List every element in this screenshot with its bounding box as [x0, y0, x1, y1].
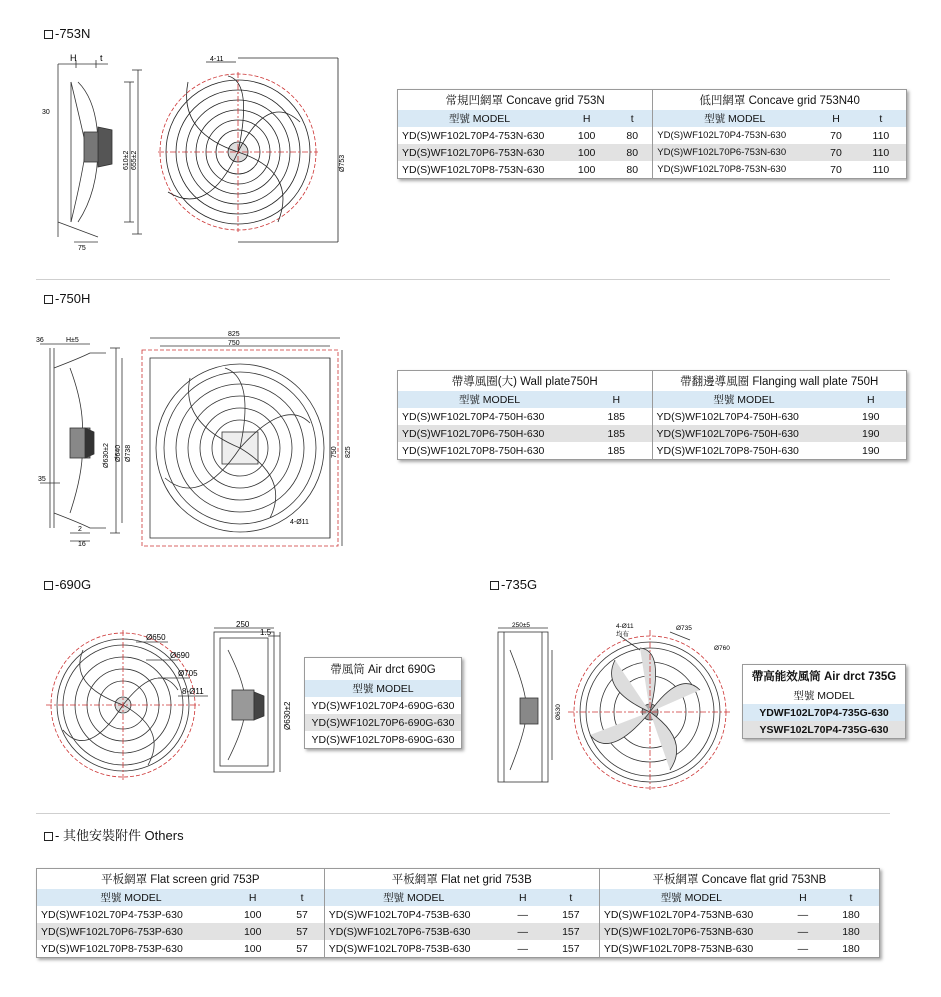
dim-825-label: 825 [228, 331, 240, 338]
table-others-c1-title: 平板網罩 Flat screen grid 753P [37, 869, 325, 890]
table-753n-left-title: 常規凹網罩 Concave grid 753N [398, 90, 653, 111]
table-750h-right-title: 帶翻邊導風圈 Flanging wall plate 750H [652, 371, 907, 392]
col-t: t [280, 889, 324, 906]
table-690g [304, 657, 462, 749]
drawing-750h [30, 328, 360, 550]
table-row: YD(S)WF102L70P8-753N-630 100 80 YD(S)WF102L70P8-753N-630 70 110 [398, 161, 907, 179]
table-row: YD(S)WF102L70P6-753P-630 100 57 YD(S)WF102L70P6-753B-630 — 157 YD(S)WF102L70P6-753NB-630 — 180 [37, 923, 880, 940]
checkbox-square-icon [44, 832, 53, 841]
section-title-750h: -750H [44, 291, 90, 306]
section-title-753n: -753N [44, 26, 90, 41]
table-row: YD(S)WF102L70P8-753P-630 100 57 YD(S)WF102L70P8-753B-630 — 157 YD(S)WF102L70P8-753NB-630 — 180 [37, 940, 880, 958]
table-row: YD(S)WF102L70P6-753N-630 100 80 YD(S)WF102L70P6-753N-630 70 110 [398, 144, 907, 161]
dim-630-label: Ø630±2 [103, 443, 110, 468]
table-753n [397, 89, 907, 179]
checkbox-square-icon [490, 581, 499, 590]
table-row: YD(S)WF102L70P4-753N-630 100 80 YD(S)WF102L70P4-753N-630 70 110 [398, 127, 907, 144]
dim-16-label: 16 [78, 541, 86, 548]
dim-630-label: Ø630±2 [283, 701, 292, 730]
table-others-c2-title: 平板網罩 Flat net grid 753B [324, 869, 599, 890]
dim-690-label: Ø690 [170, 651, 190, 660]
col-model: 型號 MODEL [305, 680, 462, 697]
dim-655-label: 655±2 [131, 150, 138, 170]
col-model: 型號 MODEL [652, 391, 836, 408]
dim-36-label: 36 [36, 337, 44, 344]
col-h: H [581, 391, 652, 408]
dim-250-label: 250±5 [512, 622, 531, 629]
section-title-others: - 其他安裝附件 Others [44, 825, 184, 844]
checkbox-square-icon [44, 30, 53, 39]
dim-760-label: Ø760 [714, 645, 730, 652]
col-t: t [612, 110, 653, 127]
col-model: 型號 MODEL [793, 690, 855, 702]
table-row: YSWF102L70P4-735G-630 [743, 721, 906, 739]
divider [36, 813, 890, 814]
drawing-690g [28, 620, 306, 780]
checkbox-square-icon [44, 295, 53, 304]
dim-650-label: Ø650 [146, 633, 166, 642]
table-row: YD(S)WF102L70P6-750H-630 185 YD(S)WF102L70P6-750H-630 190 [398, 425, 907, 442]
table-others-c3-title: 平板網罩 Concave flat grid 753NB [599, 869, 879, 890]
drawing-753n [38, 52, 368, 252]
col-model: 型號 MODEL [398, 110, 562, 127]
table-690g-title: 帶風筒 Air drct 690G [330, 664, 436, 676]
table-row: YD(S)WF102L70P4-753P-630 100 57 YD(S)WF102L70P4-753B-630 — 157 YD(S)WF102L70P4-753NB-630 — 180 [37, 906, 880, 923]
col-t: t [823, 889, 880, 906]
dim-738-label: Ø738 [125, 444, 132, 462]
dim-750-label: 750 [228, 340, 240, 347]
table-row: YD(S)WF102L70P8-690G-630 [311, 733, 455, 746]
col-h: H [836, 391, 907, 408]
dim-630-label: Ø630 [555, 704, 562, 720]
section-title-690g: -690G [44, 577, 91, 592]
dim-hole-label: 4-11 [210, 56, 224, 63]
col-model: 型號 MODEL [37, 889, 226, 906]
table-735g [742, 664, 906, 739]
drawing-735g [490, 620, 740, 790]
dim-hole-note-label: 均布 [616, 631, 629, 638]
dim-35-label: 35 [38, 476, 46, 483]
dim-2-label: 2 [78, 526, 82, 533]
table-row: YD(S)WF102L70P4-690G-630 [311, 699, 455, 712]
col-h: H [561, 110, 612, 127]
col-h: H [816, 110, 856, 127]
dim-v750-label: 750 [331, 446, 338, 458]
col-h: H [225, 889, 280, 906]
dim-1-5-label: 1.5 [260, 628, 272, 637]
dim-h-label: H [70, 53, 77, 63]
dim-753-label: Ø753 [339, 154, 346, 172]
table-750h-left-title: 帶導風圈(大) Wall plate750H [398, 371, 653, 392]
checkbox-square-icon [44, 581, 53, 590]
col-model: 型號 MODEL [398, 391, 582, 408]
table-753n-right-title: 低凹網罩 Concave grid 753N40 [653, 90, 907, 111]
col-model: 型號 MODEL [599, 889, 783, 906]
dim-h5-label: H±5 [66, 337, 79, 344]
col-t: t [543, 889, 599, 906]
dim-30-label: 30 [42, 109, 50, 116]
dim-t-label: t [100, 53, 103, 63]
dim-735-label: Ø735 [676, 625, 692, 632]
col-model: 型號 MODEL [653, 110, 817, 127]
col-h: H [503, 889, 543, 906]
col-h: H [783, 889, 823, 906]
dim-75-label: 75 [78, 245, 86, 252]
dim-250-label: 250 [236, 620, 250, 629]
table-750h [397, 370, 907, 460]
col-model: 型號 MODEL [324, 889, 503, 906]
dim-v825-label: 825 [345, 446, 352, 458]
table-others [36, 868, 880, 958]
dim-hole-label: 4-Ø11 [290, 519, 309, 526]
dim-610-label: 610±2 [123, 150, 130, 170]
dim-705-label: Ø705 [178, 669, 198, 678]
col-t: t [856, 110, 907, 127]
dim-640-label: Ø640 [115, 444, 122, 462]
section-title-735g: -735G [490, 577, 537, 592]
table-row: YDWF102L70P4-735G-630 [743, 704, 906, 721]
table-row: YD(S)WF102L70P6-690G-630 [305, 714, 462, 731]
dim-hole-label: 8-Ø11 [182, 687, 204, 696]
table-735g-title: 帶高能效風筒 Air drct 735G [751, 671, 897, 683]
table-row: YD(S)WF102L70P8-750H-630 185 YD(S)WF102L70P8-750H-630 190 [398, 442, 907, 460]
divider [36, 279, 890, 280]
table-row: YD(S)WF102L70P4-750H-630 185 YD(S)WF102L70P4-750H-630 190 [398, 408, 907, 425]
dim-hole-label: 4-Ø11 [616, 623, 634, 630]
